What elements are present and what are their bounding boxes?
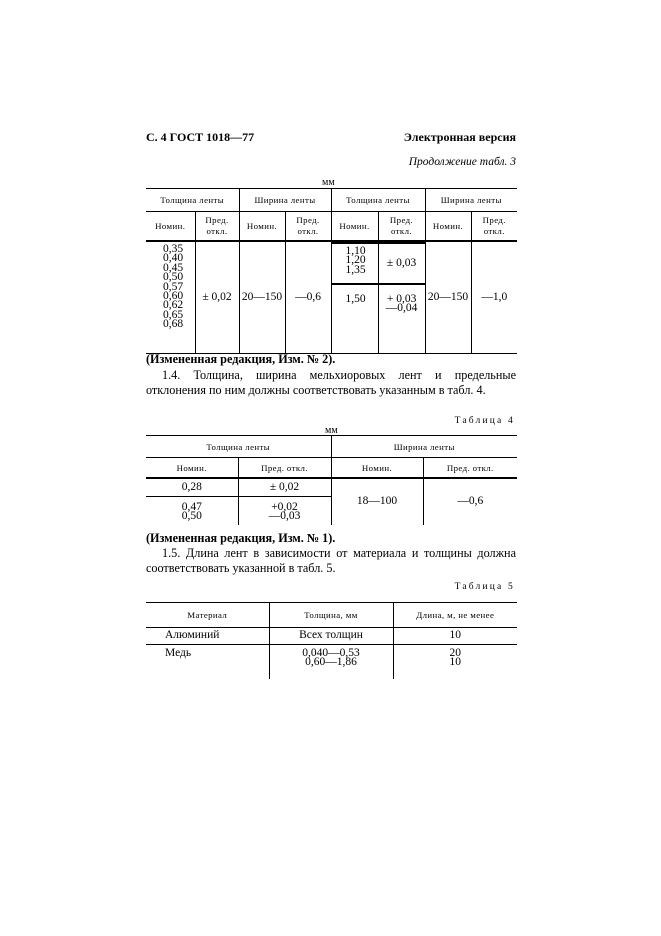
table4-header-width: Ширина ленты [331, 436, 517, 458]
table3 [146, 188, 517, 354]
table5-col-material: Материал [146, 603, 269, 628]
paragraph-1-4: 1.4. Толщина, ширина мельхиоровых лент и предельные отклонения по ним должны соответствовать указанным в табл. 4. [146, 368, 516, 397]
table3-col-dev: Пред. откл. [285, 212, 331, 242]
table3-col-nom: Номин. [239, 212, 285, 242]
table3-width-a: 20—150 [239, 241, 285, 354]
page-header-right: Электронная версия [403, 130, 516, 144]
table3-dev-b2-minus: —0,04 [385, 302, 418, 315]
table5-row1-thickness: Всех толщин [269, 628, 393, 645]
table3-header-thickness-b: Толщина ленты [331, 189, 425, 212]
table3-dev-b2-plus: + 0,03 [386, 293, 417, 305]
table3-col-nom: Номин. [331, 212, 378, 242]
table3-width-dev-a: —0,6 [285, 241, 331, 354]
table-continuation-label: Продолжение табл. 3 [408, 156, 516, 168]
table5-label: Таблица 5 [454, 582, 515, 592]
table4-width-dev: —0,6 [423, 478, 517, 525]
table3-thickness-b2: 1,50 [345, 293, 366, 305]
table5-col-length: Длина, м, не менее [393, 603, 517, 628]
table4-unit: мм [325, 425, 338, 436]
table5-row2-material: Медь [165, 647, 192, 659]
table5-row1-length: 10 [393, 628, 517, 645]
table3-dev-b1: ± 0,03 [378, 243, 424, 284]
table5-row2-length: 20 10 [393, 645, 517, 680]
page-header-left: С. 4 ГОСТ 1018—77 [146, 130, 255, 144]
table3-thickness-b1-item: 1,35 [345, 263, 366, 276]
table3-col-dev: Пред. откл. [471, 212, 517, 242]
amendment-note-1: (Измененная редакция, Изм. № 1). [146, 531, 336, 545]
table3-thickness-b [331, 241, 425, 354]
table3-col-nom: Номин. [425, 212, 471, 242]
table5-row2-thickness: 0,040—0,53 0,60—1,86 [269, 645, 393, 680]
table3-header-thickness-a: Толщина ленты [160, 195, 225, 205]
table3-header-width-b: Ширина ленты [425, 189, 517, 212]
table3-unit: мм [322, 177, 335, 188]
table4-row1-dev: ± 0,02 [238, 478, 331, 497]
table4-row1-nom: 0,28 [146, 478, 238, 497]
table3-col-dev: Пред. откл. [378, 212, 425, 242]
table4-col-nom: Номин. [146, 458, 238, 479]
table3-thickness-b1-item: 1,10 [345, 245, 366, 257]
table3-thickness-b1-item: 1,20 [345, 254, 366, 267]
amendment-note-2: (Измененная редакция, Изм. № 2). [146, 352, 336, 366]
table4-col-nom: Номин. [331, 458, 423, 479]
table3-width-b: 20—150 [425, 241, 471, 354]
table4-row2-dev: +0,02 —0,03 [238, 497, 331, 526]
table4-col-dev: Пред. откл. [423, 458, 517, 479]
table3-dev-a: ± 0,02 [195, 241, 239, 354]
table5 [146, 602, 517, 679]
table4-col-dev: Пред. откл. [238, 458, 331, 479]
table3-col-nom: Номин. [146, 212, 195, 242]
table4-row2-nom: 0,47 0,50 [181, 500, 202, 522]
table3-header-width-a: Ширина ленты [239, 189, 331, 212]
table4-width-nom: 18—100 [331, 478, 423, 525]
table5-row1-material: Алюминий [146, 628, 269, 645]
table5-col-thickness: Толщина, мм [269, 603, 393, 628]
table3-thickness-list-a: 0,35 0,40 0,45 0,50 0,57 0,60 0,62 0,65 0,68 [146, 241, 195, 354]
table3-col-dev: Пред. откл. [195, 212, 239, 242]
table4 [146, 435, 517, 525]
table4-header-thickness: Толщина ленты [206, 441, 271, 452]
table4-label: Таблица 4 [454, 416, 515, 426]
paragraph-1-5: 1.5. Длина лент в зависимости от материала и толщины должна соответствовать указанной в табл. 5. [146, 546, 516, 575]
table3-width-dev-b: —1,0 [471, 241, 517, 354]
